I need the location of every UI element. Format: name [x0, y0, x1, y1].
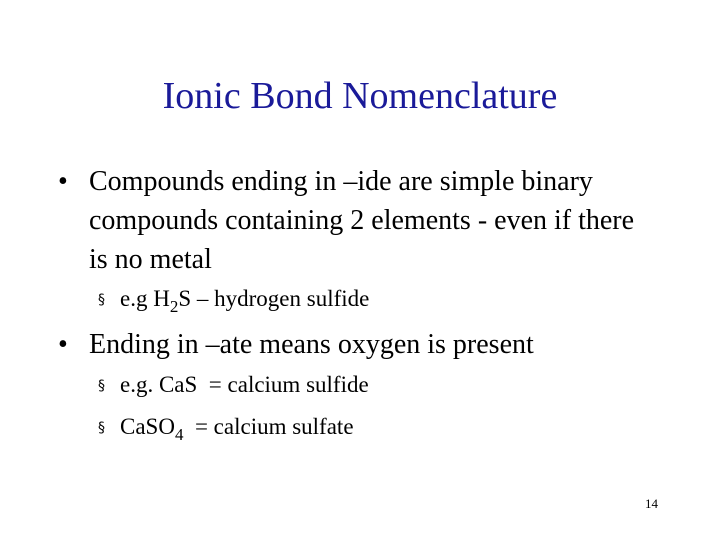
- sub-bullet-marker-icon: §: [98, 292, 105, 308]
- bullet-text: Ending in –ate means oxygen is present: [89, 329, 534, 360]
- sub-bullet-text-suffix: S – hydrogen sulfide: [178, 286, 370, 311]
- sub-bullet-text-suffix: = calcium sulfate: [183, 414, 354, 439]
- bullet-item: [58, 325, 658, 364]
- chemical-subscript: 2: [169, 297, 179, 316]
- bullet-text: Compounds ending in –ide are simple binary compounds containing 2 elements - even if there is no metal: [89, 166, 635, 275]
- sub-bullet-item: [98, 370, 658, 400]
- chemical-subscript: 4: [174, 425, 184, 444]
- sub-bullet-text-prefix: e.g. CaS = calcium sulfide: [120, 372, 369, 397]
- bullet-dot-icon: •: [58, 329, 68, 360]
- sub-bullet-text-prefix: CaSO: [120, 414, 175, 439]
- sub-bullet-item: [98, 284, 658, 314]
- sub-bullet-marker-icon: §: [98, 420, 105, 436]
- bullet-item: [58, 162, 658, 279]
- sub-bullet-item: [98, 412, 658, 442]
- bullet-dot-icon: •: [58, 166, 68, 197]
- slide-title: Ionic Bond Nomenclature: [162, 75, 558, 117]
- sub-bullet-marker-icon: §: [98, 378, 105, 394]
- sub-bullet-text-prefix: e.g H: [120, 286, 170, 311]
- sub-bullet-text: [120, 370, 658, 400]
- sub-bullet-text: [120, 412, 658, 442]
- sub-bullet-text: [120, 284, 658, 314]
- page-number: 14: [645, 496, 658, 511]
